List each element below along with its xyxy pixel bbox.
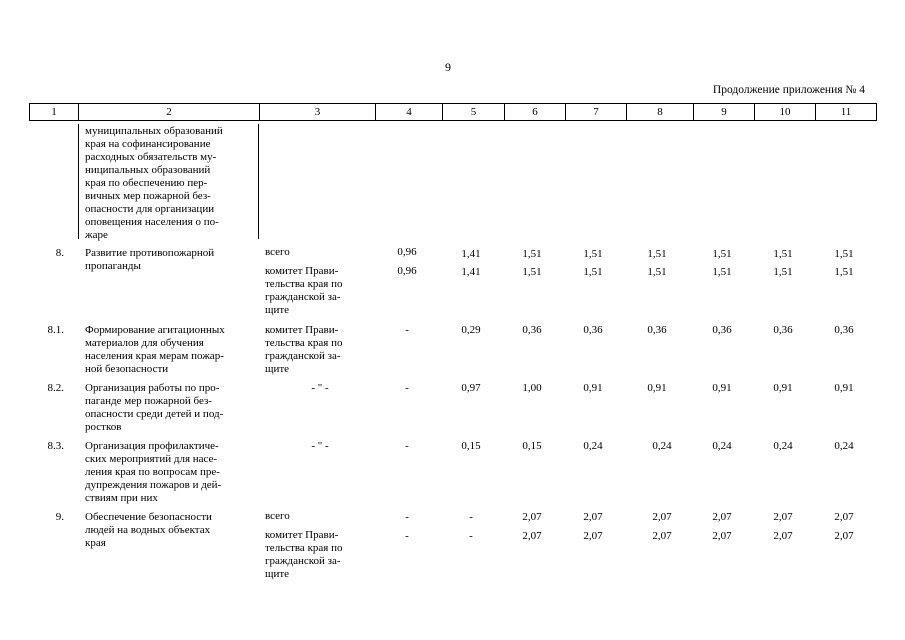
header-col-3: 3 — [260, 104, 376, 121]
header-col-11: 11 — [816, 104, 877, 121]
header-col-7: 7 — [566, 104, 627, 121]
column-divider-right — [258, 124, 259, 239]
row-name: Обеспечение безопасности людей на водных объектах края — [85, 511, 212, 549]
document-page: 9 Продолжение приложения № 4 1 2 3 4 5 6 7 8 9 10 11 муниципальных образований края на софинансирование расходных обязательств му- ниципальных образований края по обеспечению пер- вичных мер пожарной без- опасности для организации оповещения населения о по- жаре 8. Развитие противопожарной пропаганды всего 0,96 1,41 1,51 1,51 1,51 1,51 1,51 1,51 комитет Прави- тельства края по гражданской за- щите 0,96 1,41 1,51 1,51 1,51 1,51 1,51 1,51 8.1. Формирование агитационных материалов для обучения населения края мерам пожар- ной безопасности комитет Прави- тельства края по гражданской за- щите - 0,29 0,36 0,36 0,36 0,36 0,36 0,36 8.2. Организация работы по про- паганде мер пожарной без- опасности среди детей и под- ростков - " - - 0,97 1,00 0,91 0,91 0,91 0,91 0,91 8.3. Организация профилактиче- ских мероприятий для насе- ления края по вопросам пре- дупреждения пожаров и дей- ствиям при них - " - - 0,15 0,15 0,24 0,24 0,24 0,24 0,24 9. Обеспечение безопасности людей на водных объектах края всего - - 2,07 2,07 2,07 2,07 2,07 2,07 комитет Прави- тельства края по гражданской за- щите - - 2,07 2,07 2,07 2,07 2,07 2,07 — [0, 0, 905, 640]
row-number: 8.2. — [47, 382, 64, 394]
header-col-4: 4 — [376, 104, 443, 121]
header-col-5: 5 — [443, 104, 505, 121]
header-col-2: 2 — [79, 104, 260, 121]
row-name: Развитие противопожарной пропаганды — [85, 247, 215, 272]
row-executor: - " - — [311, 382, 329, 394]
header-col-8: 8 — [627, 104, 694, 121]
header-col-6: 6 — [505, 104, 566, 121]
row-executor: комитет Прави- тельства края по гражданской за- щите — [265, 265, 343, 316]
row-executor: комитет Прави- тельства края по гражданской за- щите — [265, 529, 343, 580]
row-number: 9. — [55, 511, 64, 523]
header-col-9: 9 — [694, 104, 755, 121]
row-name: Организация работы по про- паганде мер пожарной без- опасности среди детей и под- ростков — [85, 382, 224, 433]
column-divider-left — [78, 124, 79, 239]
header-col-1: 1 — [30, 104, 79, 121]
row-executor: всего — [265, 246, 290, 258]
continued-row-text: муниципальных образований края на софинансирование расходных обязательств му- ниципальных образований края по обеспечению пер- вичных мер пожарной без- опасности для организации оповещения населения о по- жаре — [85, 125, 223, 241]
row-executor: комитет Прави- тельства края по гражданской за- щите — [265, 324, 343, 375]
row-number: 8.3. — [47, 440, 64, 452]
row-number: 8.1. — [47, 324, 64, 336]
page-number: 9 — [445, 60, 451, 74]
column-number-header — [29, 103, 877, 121]
row-executor: всего — [265, 510, 290, 522]
header-col-10: 10 — [755, 104, 816, 121]
row-number: 8. — [55, 247, 64, 259]
row-name: Формирование агитационных материалов для обучения населения края мерам пожар- ной безопасности — [85, 324, 225, 375]
continuation-title: Продолжение приложения № 4 — [712, 84, 865, 96]
row-executor: - " - — [311, 440, 329, 452]
row-name: Организация профилактиче- ских мероприятий для насе- ления края по вопросам пре- дупреждения пожаров и дей- ствиям при них — [85, 440, 222, 504]
